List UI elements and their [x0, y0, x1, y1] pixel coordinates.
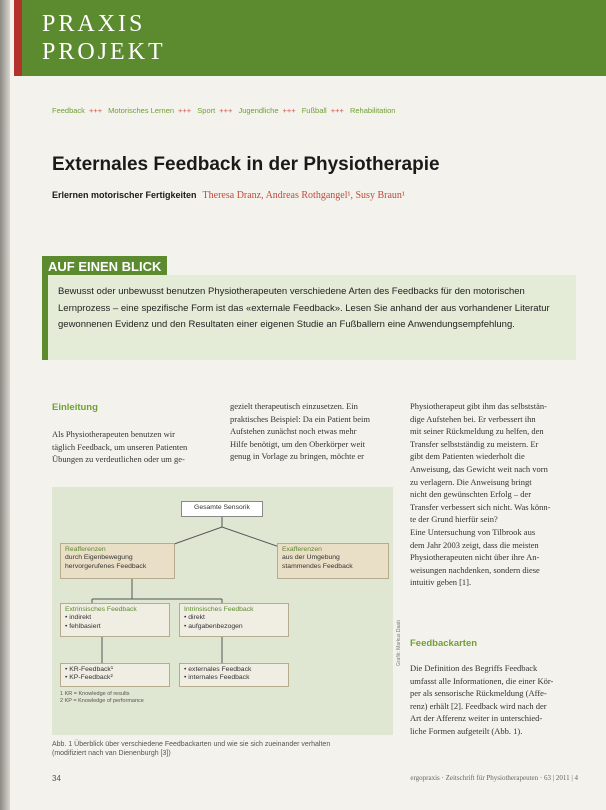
text-line: per als sensorische Rückmeldung (Affe-: [410, 688, 547, 699]
text-line: Als Physiotherapeuten benutzen wir: [52, 429, 175, 439]
keyword-separator: +++: [219, 106, 233, 115]
keyword: Jugendliche: [238, 106, 279, 115]
text-line: zu verlagern. Die Anweisung bringt: [410, 476, 532, 487]
page-binding-shadow: [0, 0, 10, 810]
node-kr-kp-feedback: [60, 663, 170, 687]
text-line: Physiotherapeuten nicht über ihre An-: [410, 552, 540, 563]
node-title: Extrinsisches Feedback: [65, 606, 137, 613]
footnote: 1 KR = Knowledge of results: [60, 691, 130, 697]
node-gesamte-sensorik: Gesamte Sensorik: [181, 501, 263, 517]
node-external-internal: [179, 663, 289, 687]
keyword: Motorisches Lernen: [108, 106, 175, 115]
header-accent-bar: [14, 0, 22, 76]
text-line: praktisches Beispiel: Da ein Patient beim: [230, 413, 370, 424]
text-line: dem Jahr 2003 zeigt, dass die meisten: [410, 539, 539, 550]
node-line: • KP-Feedback²: [65, 674, 113, 682]
text-line: umfasst alle Informationen, die einer Kör-: [410, 675, 554, 686]
node-line: • direkt: [184, 614, 205, 622]
node-line: durch Eigenbewegung: [65, 554, 133, 562]
node-extrinsisches-feedback: [60, 603, 170, 637]
image-credit: Grafik: Markus Daab: [396, 620, 402, 666]
body-text-col3: [410, 400, 578, 589]
node-line: • externales Feedback: [184, 666, 252, 673]
text-line: täglich Feedback, um unseren Patienten: [52, 441, 188, 452]
text-line: Art der Afferenz weiter in unterschied-: [410, 713, 543, 724]
journal-footer: ergopraxis · Zeitschrift für Physiotherapeuten · 63 | 2011 | 4: [410, 774, 578, 782]
text-line: te der Grund hierfür sein?: [410, 514, 498, 525]
text-line: genug in Vorlage zu bringen, möchte er: [230, 451, 364, 462]
node-title: Exafferenzen: [282, 546, 322, 553]
summary-box-title: AUF EINEN BLICK: [42, 256, 167, 276]
footnote: 2 KP = Knowledge of performance: [60, 698, 144, 704]
text-line: liche Formen aufgeteilt (Abb. 1).: [410, 725, 523, 736]
keyword-separator: +++: [330, 106, 344, 115]
node-line: • KR-Feedback¹: [65, 666, 114, 673]
node-line: • internales Feedback: [184, 674, 250, 682]
keyword-separator: +++: [88, 106, 103, 115]
text-line: gibt dem Patienten wiederholt die: [410, 451, 525, 462]
text-line: Physiotherapeut gibt ihm das selbststän-: [410, 401, 547, 411]
authors: Theresa Dranz, Andreas Rothgangel¹, Susy Braun¹: [202, 190, 405, 201]
header-banner: [14, 0, 606, 76]
subtitle-text: Erlernen motorischer Fertigkeiten: [52, 190, 197, 200]
keyword: Fußball: [301, 106, 327, 115]
page-number: 34: [52, 774, 61, 783]
text-line: Übungen zu verdeutlichen oder um ge-: [52, 454, 185, 465]
node-title: Intrinsisches Feedback: [184, 606, 254, 613]
text-line: Anweisung, das Gewicht weit nach vorn: [410, 463, 548, 474]
text-line: intuitiv geben [1].: [410, 577, 472, 588]
summary-text: Bewusst oder unbewusst benutzen Physiotherapeuten verschiedene Arten des Feedbacks für den motorischen Lernprozess – eine spezifische Form ist das «externale Feedback». Lesen Sie anhand der aus vorhandener Literatur gewonnenen Evidenz und den Resultaten einer eigenen Studie an Fußballern eine Anwendungsempfehlung.: [58, 286, 550, 330]
section-heading-einleitung: Einleitung: [52, 402, 98, 413]
body-text-col2: [230, 400, 400, 463]
text-line: gezielt therapeutisch einzusetzen. Ein: [230, 401, 358, 411]
node-reafferenzen: [60, 543, 175, 579]
body-text-col1: [52, 428, 222, 466]
node-title: Reafferenzen: [65, 546, 106, 553]
node-line: hervorgerufenes Feedback: [65, 562, 147, 570]
node-line: • fehlbasiert: [65, 622, 101, 630]
text-line: mit seiner Rückmeldung zu helfen, den: [410, 426, 544, 437]
text-line: Hilfe benötigt, um den Oberkörper weit: [230, 438, 366, 449]
text-line: weisungen nachdenken, sondern diese: [410, 564, 540, 575]
section-title-line-2: PROJEKT: [42, 39, 166, 65]
diagram-footnotes: [60, 691, 144, 705]
text-line: renz) erhält [2]. Feedback wird nach der: [410, 700, 547, 711]
node-line: stammendes Feedback: [282, 562, 353, 570]
node-line: • indirekt: [65, 614, 92, 622]
text-line: dige Aufstehen bei. Er verbessert ihn: [410, 413, 536, 424]
keyword-separator: +++: [282, 106, 296, 115]
keyword: Feedback: [52, 106, 85, 115]
figure-caption: [52, 740, 393, 758]
node-line: • aufgabenbezogen: [184, 622, 243, 630]
keyword: Sport: [197, 106, 216, 115]
node-exafferenzen: [277, 543, 389, 579]
summary-box: [42, 275, 576, 360]
section-title-line-1: PRAXIS: [42, 11, 146, 37]
section-title: [42, 10, 166, 66]
article-title: Externales Feedback in der Physiotherapie: [52, 154, 440, 175]
caption-line: Abb. 1 Überblick über verschiedene Feedbackarten und wie sie sich zueinander verhalten: [52, 741, 331, 748]
body-text-col3b: [410, 662, 578, 738]
keyword-nav: [52, 106, 399, 115]
node-line: aus der Umgebung: [282, 554, 340, 562]
keyword: Rehabilitation: [349, 106, 396, 115]
caption-line: (modifiziert nach van Dienenburgh [3]): [52, 750, 171, 757]
keyword-separator: +++: [178, 106, 192, 115]
node-intrinsisches-feedback: [179, 603, 289, 637]
text-line: Eine Untersuchung von Tilbrook aus: [410, 526, 536, 537]
text-line: Transfer selbstständig zu meistern. Er: [410, 438, 539, 449]
text-line: Transfer verbessert sich nicht. Was könn-: [410, 501, 551, 512]
section-heading-feedbackarten: Feedbackarten: [410, 638, 478, 649]
feedback-diagram: [52, 487, 393, 735]
article-subtitle: [52, 190, 405, 201]
text-line: nicht den gewünschten Erfolg – der: [410, 489, 532, 500]
text-line: Die Definition des Begriffs Feedback: [410, 663, 538, 673]
text-line: Aufstehen zunächst noch etwas mehr: [230, 426, 357, 437]
